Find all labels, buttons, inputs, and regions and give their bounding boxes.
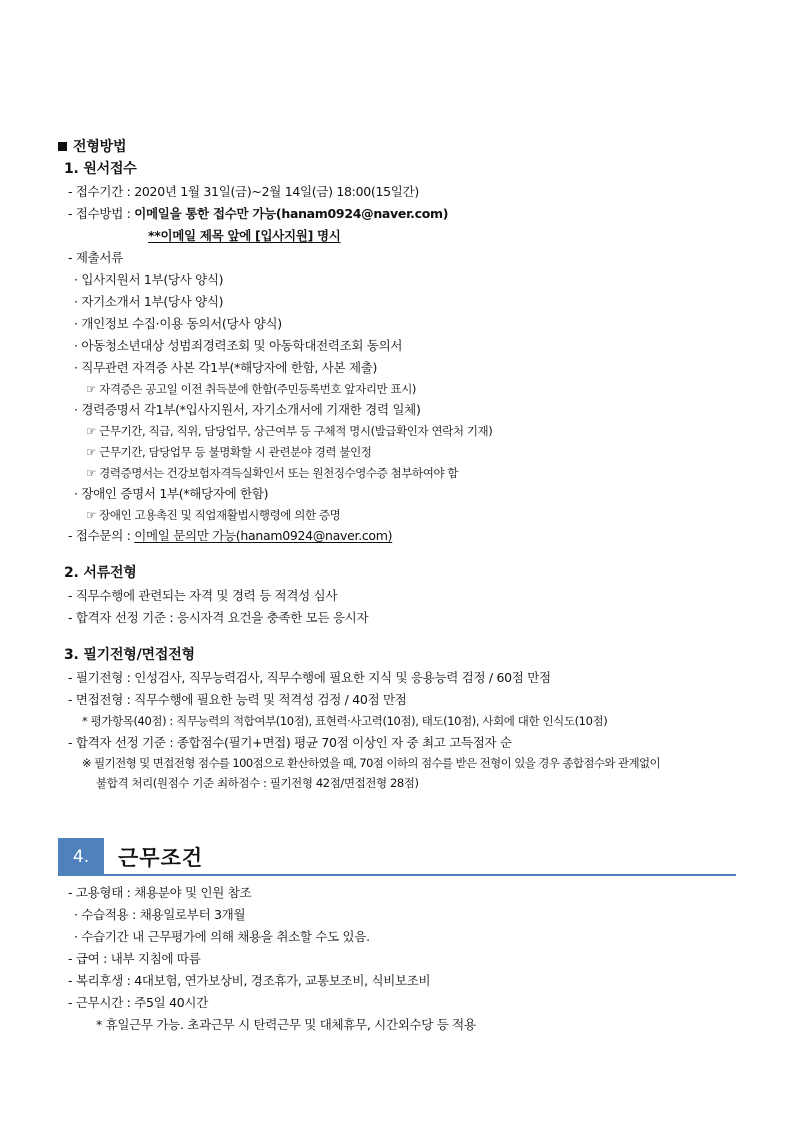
doc-item: · 장애인 증명서 1부(*해당자에 한함) — [74, 486, 269, 501]
application-method-label: - 접수방법 : — [68, 206, 135, 221]
application-inquiry — [68, 527, 392, 545]
doc-note: ☞ 근무기간, 담당업무 등 불명확할 시 관련분야 경력 불인정 — [86, 445, 372, 459]
documents-line: - 직무수행에 관련되는 자격 및 경력 등 적격성 심사 — [68, 588, 338, 603]
condition-line: - 고용형태 : 채용분야 및 인원 참조 — [68, 885, 252, 900]
exam-note-line2: 불합격 처리(원점수 기준 최하점수 : 필기전형 42점/면접전형 28점) — [96, 776, 419, 790]
documents-line: - 합격자 선정 기준 : 응시자격 요건을 충족한 모든 응시자 — [68, 610, 369, 625]
section-heading — [58, 138, 126, 156]
doc-note: ☞ 경력증명서는 건강보험자격득실확인서 또는 원천징수영수증 첨부하여야 함 — [86, 466, 459, 480]
inquiry-label: - 접수문의 : — [68, 528, 135, 543]
condition-line: - 복리후생 : 4대보험, 연가보상비, 경조휴가, 교통보조비, 식비보조비 — [68, 973, 431, 988]
doc-item: · 아동청소년대상 성범죄경력조회 및 아동학대전력조회 동의서 — [74, 338, 403, 353]
exam-written: - 필기전형 : 인성검사, 직무능력검사, 직무수행에 필요한 지식 및 응용능력 검정 / 60점 만점 — [68, 670, 551, 685]
subsection-title-documents: 2. 서류전형 — [64, 565, 137, 581]
condition-line: · 수습기간 내 근무평가에 의해 채용을 취소할 수도 있음. — [74, 929, 370, 944]
exam-criteria: - 합격자 선정 기준 : 종합점수(필기+면접) 평균 70점 이상인 자 중 최고 고득점자 순 — [68, 735, 512, 750]
square-bullet-icon — [58, 142, 67, 151]
exam-note-line1: ※ 필기전형 및 면접전형 점수를 100점으로 환산하였을 때, 70점 이하의 점수를 받은 전형이 있을 경우 종합점수와 관계없이 — [82, 756, 660, 770]
condition-line: - 급여 : 내부 지침에 따름 — [68, 951, 201, 966]
exam-interview-items: * 평가항목(40점) : 직무능력의 적합여부(10점), 표현력·사고력(10점), 태도(10점), 사회에 대한 인식도(10점) — [82, 714, 608, 728]
doc-note: ☞ 자격증은 공고일 이전 취득분에 한함(주민등록번호 앞자리만 표시) — [86, 382, 417, 396]
doc-item: · 직무관련 자격증 사본 각1부(*해당자에 한함, 사본 제출) — [74, 360, 378, 375]
exam-interview: - 면접전형 : 직무수행에 필요한 능력 및 적격성 검정 / 40점 만점 — [68, 692, 407, 707]
condition-line: · 수습적용 : 채용일로부터 3개월 — [74, 907, 246, 922]
application-method-note: **이메일 제목 앞에 [입사지원] 명시 — [148, 228, 341, 243]
application-period: - 접수기간 : 2020년 1월 31일(금)~2월 14일(금) 18:00(15일간) — [68, 184, 419, 199]
inquiry-value: 이메일 문의만 가능(hanam0924@naver.com) — [134, 528, 393, 543]
doc-item: · 자기소개서 1부(당사 양식) — [74, 294, 224, 309]
doc-note: ☞ 근무기간, 직급, 직위, 담당업무, 상근여부 등 구체적 명시(발급확인자 연락처 기재) — [86, 424, 493, 438]
subsection-title-exam: 3. 필기전형/면접전형 — [64, 647, 195, 663]
subsection-title-application: 1. 원서접수 — [64, 161, 137, 177]
doc-item: · 개인정보 수집·이용 동의서(당사 양식) — [74, 316, 282, 331]
doc-item: · 입사지원서 1부(당사 양식) — [74, 272, 224, 287]
section-divider — [58, 874, 736, 876]
condition-note: * 휴일근무 가능. 초과근무 시 탄력근무 및 대체휴무, 시간외수당 등 적용 — [96, 1017, 476, 1032]
application-method-value: 이메일을 통한 접수만 가능(hanam0924@naver.com) — [134, 206, 449, 221]
doc-item: · 경력증명서 각1부(*입사지원서, 자기소개서에 기재한 경력 일체) — [74, 402, 421, 417]
section-title-conditions: 근무조건 — [118, 846, 204, 870]
doc-note: ☞ 장애인 고용촉진 및 직업재활법시행령에 의한 증명 — [86, 508, 341, 522]
section-number-badge: 4. — [58, 838, 104, 876]
section-heading-label: 전형방법 — [73, 139, 127, 155]
application-method — [68, 205, 448, 223]
condition-line: - 근무시간 : 주5일 40시간 — [68, 995, 208, 1010]
documents-label: - 제출서류 — [68, 250, 123, 265]
